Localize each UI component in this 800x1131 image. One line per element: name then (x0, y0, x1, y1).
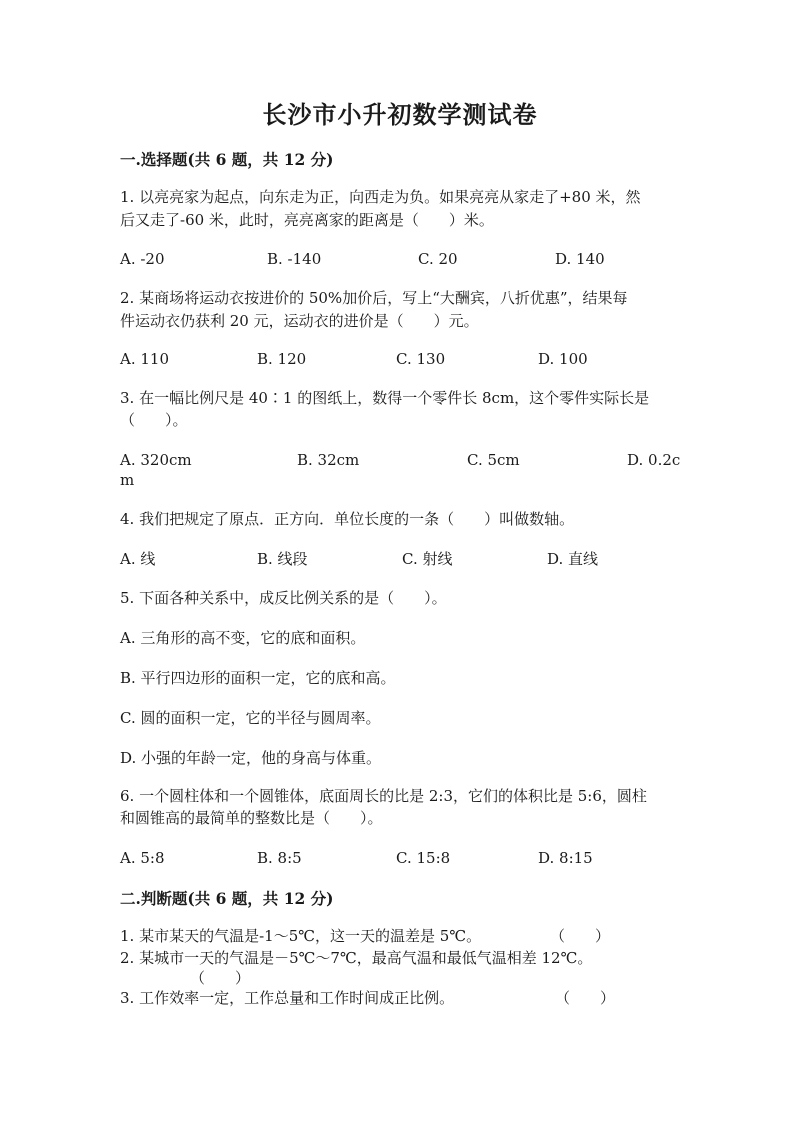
q2-option-c: C. 130 (396, 350, 446, 368)
q5-option-a: A. 三角形的高不变，它的底和面积。 (120, 629, 366, 647)
q6-option-c: C. 15:8 (396, 849, 451, 867)
q3-option-b: B. 32cm (297, 451, 360, 469)
question-6-line-2: 和圆锥高的最简单的整数比是（ ）。 (120, 809, 383, 827)
q1-option-d: D. 140 (555, 250, 605, 268)
q3-option-d-wrap: m (120, 471, 135, 489)
question-2-line-2: 件运动衣仍获利 20 元，运动衣的进价是（ ）元。 (120, 312, 479, 330)
question-3-line-2: （ ）。 (120, 411, 188, 429)
judgment-2-text: 2. 某城市一天的气温是－5℃～7℃，最高气温和最低气温相差 12℃。 (120, 949, 593, 967)
q3-option-a: A. 320cm (120, 451, 192, 469)
q6-option-d: D. 8:15 (538, 849, 593, 867)
section-heading-judgment: 二.判断题(共 6 题，共 12 分) (120, 889, 334, 908)
q2-option-d: D. 100 (538, 350, 588, 368)
q3-option-d: D. 0.2c (627, 451, 681, 469)
question-1-line-2: 后又走了-60 米，此时，亮亮离家的距离是（ ）米。 (120, 211, 494, 229)
judgment-2-blank: （ ） (190, 969, 251, 987)
judgment-1-text: 1. 某市某天的气温是-1～5℃，这一天的温差是 5℃。 (120, 927, 482, 945)
q2-option-b: B. 120 (257, 350, 307, 368)
q3-option-c: C. 5cm (467, 451, 520, 469)
q6-option-b: B. 8:5 (257, 849, 302, 867)
q2-option-a: A. 110 (120, 350, 169, 368)
q5-option-b: B. 平行四边形的面积一定，它的底和高。 (120, 669, 396, 687)
q1-option-a: A. -20 (120, 250, 165, 268)
judgment-3-blank: （ ） (555, 989, 616, 1007)
question-3-line-1: 3. 在一幅比例尺是 40∶1 的图纸上，数得一个零件长 8cm，这个零件实际长是 (120, 389, 650, 407)
judgment-1-blank: （ ） (550, 927, 611, 945)
q5-option-c: C. 圆的面积一定，它的半径与圆周率。 (120, 709, 381, 727)
q1-option-b: B. -140 (267, 250, 322, 268)
q5-option-d: D. 小强的年龄一定，他的身高与体重。 (120, 749, 382, 767)
q4-option-a: A. 线 (120, 550, 156, 568)
q4-option-d: D. 直线 (547, 550, 599, 568)
question-4-line-1: 4. 我们把规定了原点．正方向．单位长度的一条（ ）叫做数轴。 (120, 510, 575, 528)
question-2-line-1: 2. 某商场将运动衣按进价的 50%加价后，写上“大酬宾，八折优惠”，结果每 (120, 289, 628, 307)
question-1-line-1: 1. 以亮亮家为起点，向东走为正，向西走为负。如果亮亮从家走了+80 米，然 (120, 188, 641, 206)
question-5-line-1: 5. 下面各种关系中，成反比例关系的是（ ）。 (120, 589, 447, 607)
judgment-3-text: 3. 工作效率一定，工作总量和工作时间成正比例。 (120, 989, 455, 1007)
question-6-line-1: 6. 一个圆柱体和一个圆锥体，底面周长的比是 2:3，它们的体积比是 5:6，圆柱 (120, 787, 647, 805)
page-title: 长沙市小升初数学测试卷 (262, 100, 538, 129)
q4-option-c: C. 射线 (402, 550, 453, 568)
section-heading-choice: 一.选择题(共 6 题，共 12 分) (120, 150, 334, 169)
q1-option-c: C. 20 (418, 250, 458, 268)
q4-option-b: B. 线段 (257, 550, 308, 568)
q6-option-a: A. 5:8 (120, 849, 165, 867)
